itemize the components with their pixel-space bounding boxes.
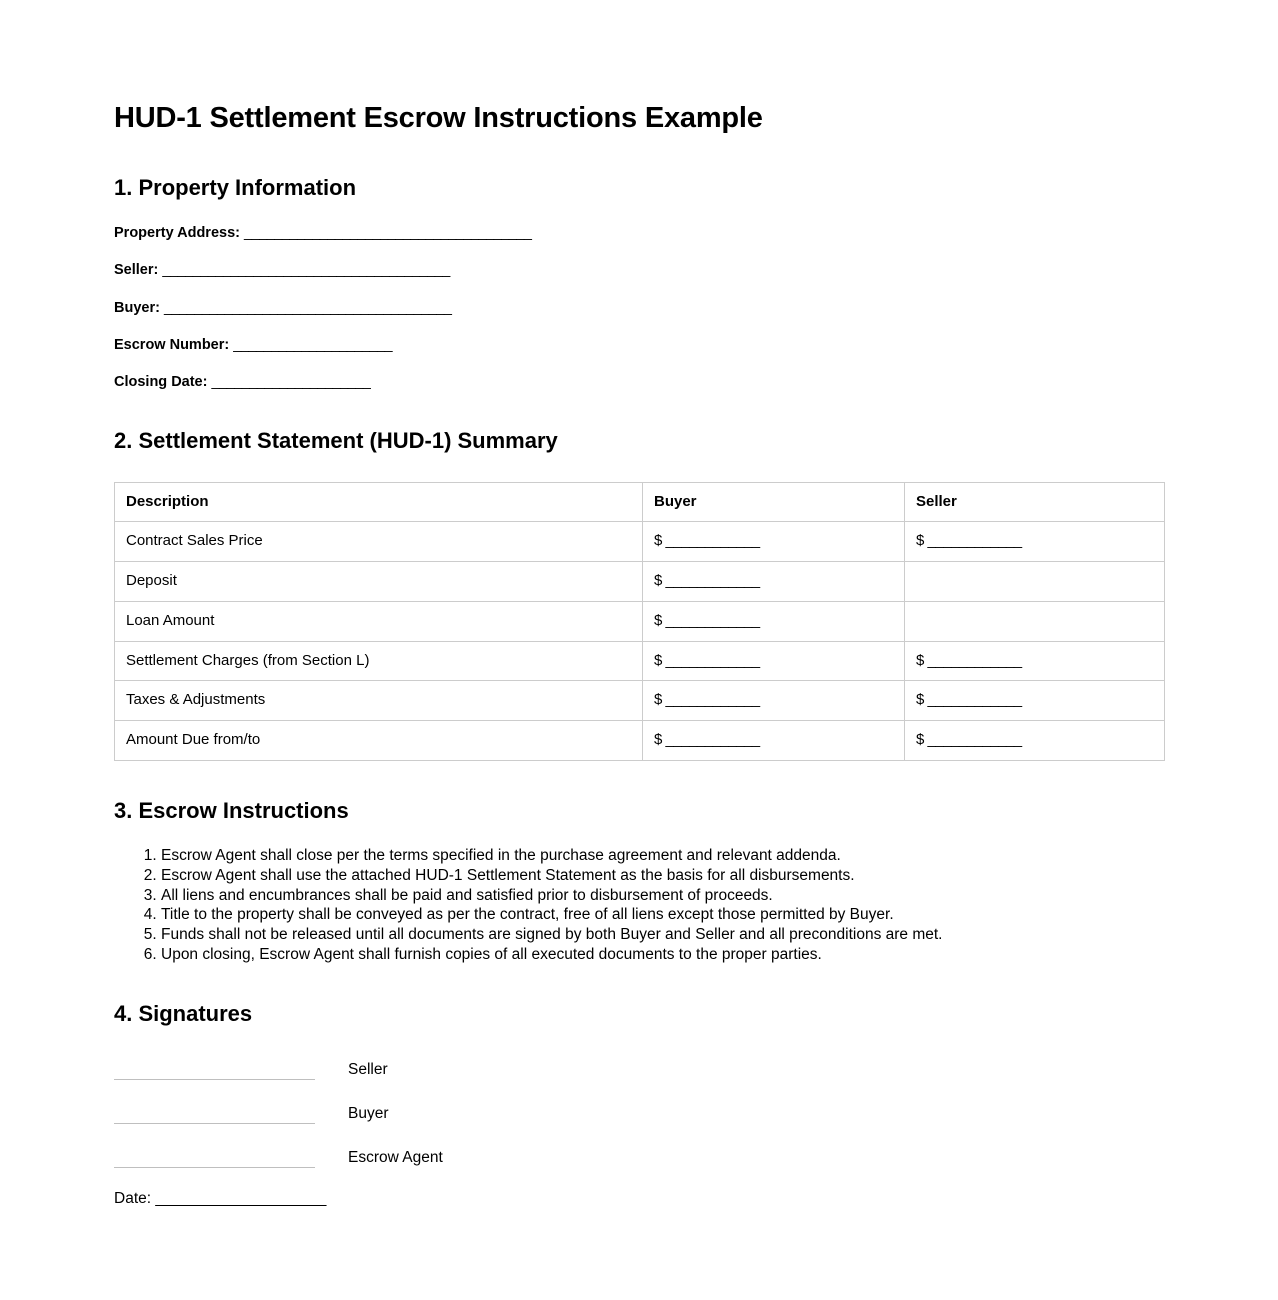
signature-line-buyer[interactable] xyxy=(114,1102,315,1124)
field-blank-input[interactable]: ______________________________________ xyxy=(163,299,452,316)
signature-line-seller[interactable] xyxy=(114,1058,315,1080)
amount-blank: $ ____________ xyxy=(654,611,760,629)
field-blank-input[interactable]: ______________________________________ xyxy=(162,262,450,279)
cell-seller-amount[interactable] xyxy=(905,721,1165,761)
table-row xyxy=(115,562,1165,602)
field-label: Escrow Number: xyxy=(114,336,230,353)
cell-description: Amount Due from/to xyxy=(115,721,643,761)
amount-blank: $ ____________ xyxy=(916,651,1022,669)
column-header-seller: Seller xyxy=(905,482,1165,522)
table-row xyxy=(115,641,1165,681)
cell-seller-amount[interactable] xyxy=(905,562,1165,602)
amount-blank: $ ____________ xyxy=(654,691,760,709)
amount-blank: $ ____________ xyxy=(916,532,1022,550)
table-row xyxy=(115,522,1165,562)
amount-blank: $ ____________ xyxy=(916,731,1022,748)
field-label: Buyer: xyxy=(114,299,160,316)
field-blank-input[interactable]: _____________________ xyxy=(211,373,371,390)
date-label: Date: xyxy=(114,1189,152,1207)
section-heading-signatures: 4. Signatures xyxy=(114,1001,253,1027)
list-item: 2. Escrow Agent shall use the attached HUD-1 Settlement Statement as the basis for all disbursements. xyxy=(161,866,1164,886)
settlement-summary-table xyxy=(114,482,1165,761)
signature-row-escrow-agent xyxy=(114,1146,1164,1168)
table-row xyxy=(115,601,1165,641)
signature-row-seller xyxy=(114,1058,1164,1080)
cell-seller-amount[interactable] xyxy=(905,641,1165,681)
page-title: HUD-1 Settlement Escrow Instructions Example xyxy=(114,102,763,134)
cell-description: Contract Sales Price xyxy=(115,522,643,562)
signature-label-seller: Seller xyxy=(348,1061,388,1079)
field-label: Closing Date: xyxy=(114,373,208,390)
escrow-instructions-list xyxy=(114,846,1164,964)
cell-seller-amount[interactable] xyxy=(905,522,1165,562)
field-escrow-number xyxy=(114,336,1164,354)
cell-buyer-amount[interactable] xyxy=(643,641,905,681)
signature-line-escrow-agent[interactable] xyxy=(114,1146,315,1168)
cell-buyer-amount[interactable] xyxy=(643,681,905,721)
cell-description: Deposit xyxy=(115,562,643,602)
cell-buyer-amount[interactable] xyxy=(643,721,905,761)
list-item: 1. Escrow Agent shall close per the terms specified in the purchase agreement and relevant addenda. xyxy=(161,846,1164,866)
amount-blank: $ ____________ xyxy=(654,731,760,748)
section-heading-escrow-instructions: 3. Escrow Instructions xyxy=(114,797,349,823)
amount-blank: $ ____________ xyxy=(654,532,760,550)
field-label: Property Address: xyxy=(114,225,240,242)
date-blank-input[interactable]: _____________________ xyxy=(155,1189,326,1207)
field-property-address xyxy=(114,224,1164,242)
section-heading-settlement-summary: 2. Settlement Statement (HUD-1) Summary xyxy=(114,427,558,453)
field-blank-input[interactable]: _____________________ xyxy=(233,336,393,353)
amount-blank: $ ____________ xyxy=(654,651,760,669)
amount-blank: $ ____________ xyxy=(916,691,1022,709)
list-item: 6. Upon closing, Escrow Agent shall furnish copies of all executed documents to the proper parties. xyxy=(161,945,1164,965)
cell-seller-amount[interactable] xyxy=(905,681,1165,721)
field-buyer xyxy=(114,299,1164,317)
cell-buyer-amount[interactable] xyxy=(643,601,905,641)
list-item: 3. All liens and encumbrances shall be paid and satisfied prior to disbursement of proceeds. xyxy=(161,886,1164,906)
list-item: 4. Title to the property shall be conveyed as per the contract, free of all liens except those permitted by Buyer. xyxy=(161,905,1164,925)
field-seller xyxy=(114,261,1164,279)
list-item: 5. Funds shall not be released until all documents are signed by both Buyer and Seller and all preconditions are met. xyxy=(161,925,1164,945)
table-header-row xyxy=(115,482,1165,522)
signature-label-buyer: Buyer xyxy=(348,1105,389,1123)
signature-label-escrow-agent: Escrow Agent xyxy=(348,1149,443,1167)
field-blank-input[interactable]: ______________________________________ xyxy=(244,225,532,242)
table-row xyxy=(115,681,1165,721)
column-header-description: Description xyxy=(115,482,643,522)
cell-buyer-amount[interactable] xyxy=(643,522,905,562)
cell-description: Settlement Charges (from Section L) xyxy=(115,641,643,681)
signature-row-buyer xyxy=(114,1102,1164,1124)
date-field xyxy=(114,1190,1164,1208)
table-row xyxy=(115,721,1165,761)
cell-seller-amount[interactable] xyxy=(905,601,1165,641)
cell-description: Taxes & Adjustments xyxy=(115,681,643,721)
field-closing-date xyxy=(114,373,1164,391)
cell-buyer-amount[interactable] xyxy=(643,562,905,602)
signature-block xyxy=(114,1058,1164,1208)
column-header-buyer: Buyer xyxy=(643,482,905,522)
section-heading-property-information: 1. Property Information xyxy=(114,174,357,200)
field-label: Seller: xyxy=(114,262,159,279)
cell-description: Loan Amount xyxy=(115,601,643,641)
amount-blank: $ ____________ xyxy=(654,572,760,589)
